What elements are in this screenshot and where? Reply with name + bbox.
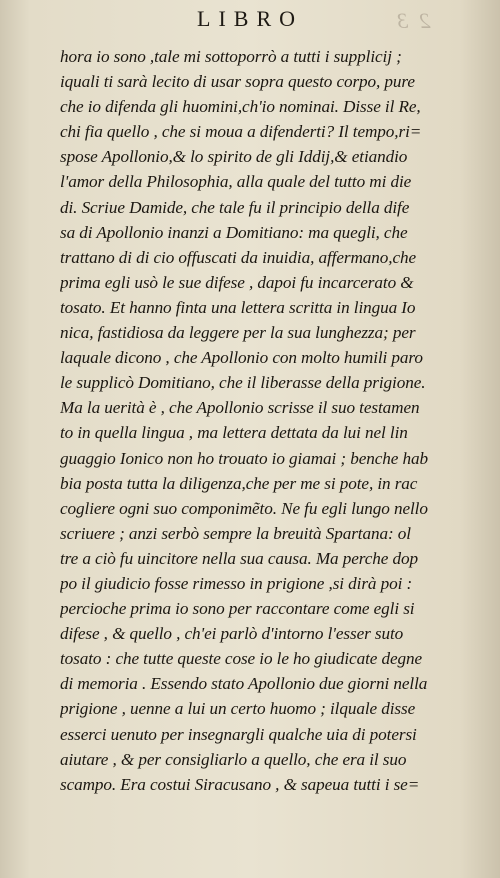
text-line: di memoria . Essendo stato Apollonio due giorni nella (60, 674, 428, 694)
text-line: hora io sono ,tale mi sottoporrò a tutti i supplicij ; (60, 47, 402, 66)
text-line: iquali ti sarà lecito di usar sopra questo corpo, pure (60, 72, 415, 92)
text-line: prima egli usò le sue difese , dapoi fu incarcerato & (60, 272, 414, 292)
text-line: le supplicò Domitiano, che il liberasse della prigione. (60, 373, 426, 393)
running-header: LIBRO (197, 6, 303, 31)
text-line: tosato : che tutte queste cose io le ho giudicate degne (60, 649, 423, 669)
text-line: scampo. Era costui Siracusano , & sapeua tutti i se= (60, 774, 420, 794)
text-line: spose Apollonio,& lo spirito de gli Iddij,& etiandio (60, 147, 408, 167)
bleed-through: 2 3 (393, 8, 430, 33)
text-line: trattano di di cio offuscati da inuidia, affermano,che (60, 247, 416, 267)
text-line: che io difenda gli huomini,ch'io nominai. Disse il Re, (60, 97, 421, 117)
text-line: tre a ciò fu uincitore nella sua causa. Ma perche dop (60, 548, 418, 568)
text-line: guaggio Ionico non ho trouato io giamai ; benche hab (60, 448, 428, 468)
text-line: bia posta tutta la diligenza,che per me si pote, in rac (60, 473, 418, 493)
text-line: tosato. Et hanno finta una lettera scritta in lingua Io (60, 297, 416, 317)
text-line: cogliere ogni suo componimẽto. Ne fu egli lungo nello (60, 498, 428, 518)
text-line: percioche prima io sono per raccontare come egli si (60, 599, 415, 619)
text-line: aiutare , & per consigliarlo a quello, che era il suo (60, 749, 407, 769)
text-line: di. Scriue Damide, che tale fu il principio della dife (60, 197, 410, 217)
text-line: difese , & quello , ch'ei parlò d'intorno l'esser suto (60, 624, 404, 644)
text-line: laquale dicono , che Apollonio con molto humili paro (60, 348, 423, 368)
text-line: chi fia quello , che si moua a difenderti? Il tempo,ri= (60, 122, 422, 142)
text-line: Ma la uerità è , che Apollonio scrisse il suo testamen (60, 398, 420, 418)
text-line: nica, fastidiosa da leggere per la sua lunghezza; per (60, 323, 416, 343)
text-line: scriuere ; anzi serbò sempre la breuità Spartana: ol (60, 523, 411, 543)
text-line: po il giudicio fosse rimesso in prigione ,si dirà poi : (60, 573, 413, 593)
text-line: to in quella lingua , ma lettera dettata da lui nel lin (60, 423, 408, 443)
text-line: esserci uenuto per insegnargli qualche uia di potersi (60, 724, 417, 744)
text-line: l'amor della Philosophia, alla quale del tutto mi die (60, 172, 412, 192)
text-line: prigione , uenne a lui un certo huomo ; ilquale disse (60, 699, 416, 719)
text-line: sa di Apollonio inanzi a Domitiano: ma quegli, che (60, 222, 408, 242)
text-block (60, 44, 480, 797)
